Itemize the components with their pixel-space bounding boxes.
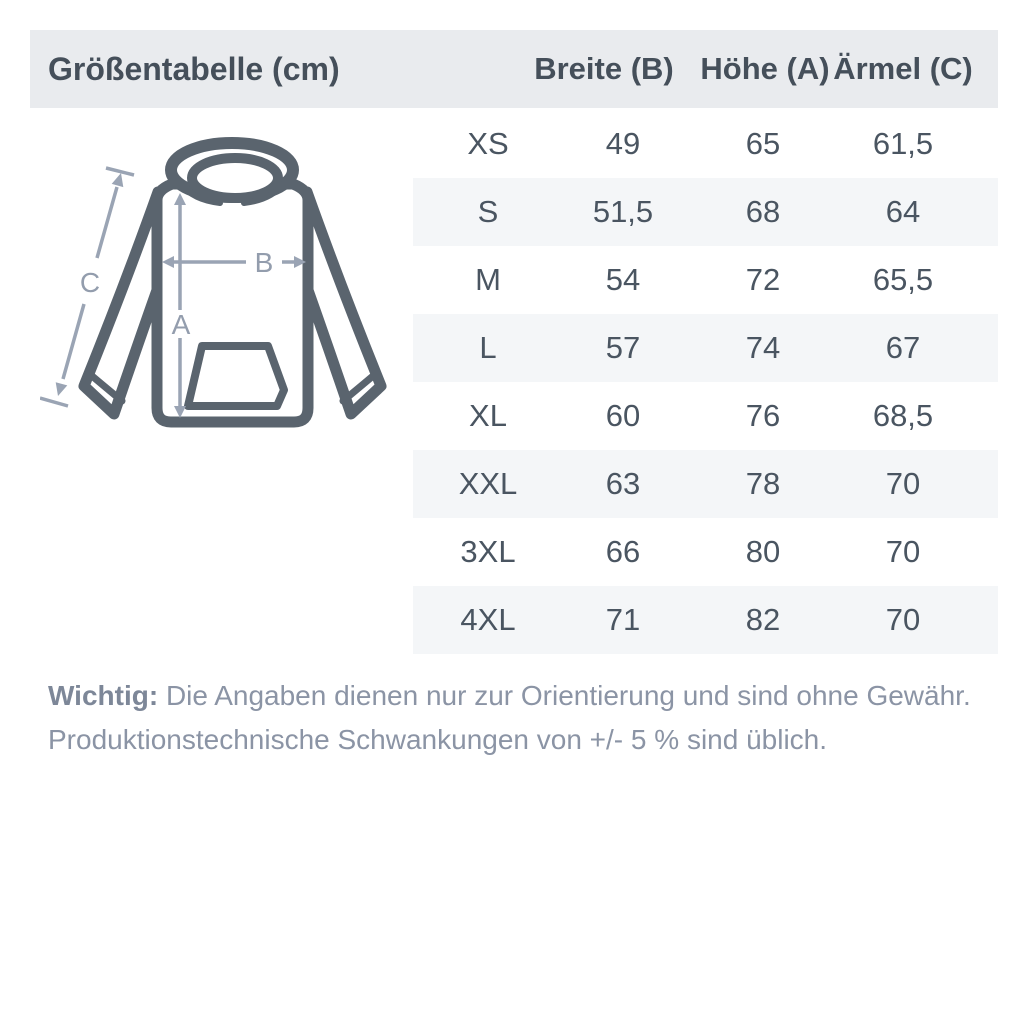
- table-header: [30, 30, 998, 108]
- table-row: [413, 246, 998, 314]
- breite-cell: 49: [605, 126, 641, 161]
- size-cell: 4XL: [460, 602, 516, 637]
- table-row: [413, 110, 998, 178]
- table-row: [413, 450, 998, 518]
- breite-cell: 54: [605, 262, 641, 297]
- column-header-hoehe: Höhe (A): [700, 51, 830, 86]
- aermel-cell: 65,5: [872, 262, 934, 297]
- table-row: [413, 586, 998, 654]
- hoehe-cell: 68: [745, 194, 781, 229]
- note-line1: Die Angaben dienen nur zur Orientierung und sind ohne Gewähr.: [165, 680, 971, 711]
- size-cell: 3XL: [460, 534, 516, 569]
- breite-cell: 51,5: [592, 194, 654, 229]
- note-line2: Produktionstechnische Schwankungen von +/- 5 % sind üblich.: [48, 724, 828, 755]
- hoehe-cell: 78: [745, 466, 781, 501]
- breite-cell: 60: [605, 398, 641, 433]
- hoehe-cell: 65: [745, 126, 781, 161]
- size-cell: M: [475, 262, 501, 297]
- size-cell: L: [479, 330, 497, 365]
- aermel-cell: 70: [885, 602, 921, 637]
- hoodie-measurement-diagram: [40, 130, 420, 475]
- aermel-cell: 70: [885, 534, 921, 569]
- column-header-aermel: Ärmel (C): [833, 51, 973, 86]
- aermel-cell: 70: [885, 466, 921, 501]
- aermel-cell: 67: [885, 330, 921, 365]
- hoehe-cell: 82: [745, 602, 781, 637]
- size-cell: XL: [469, 398, 507, 433]
- hoodie-icon: [84, 143, 381, 422]
- table-row: [413, 314, 998, 382]
- hoehe-cell: 72: [745, 262, 781, 297]
- hoehe-cell: 74: [745, 330, 781, 365]
- table-row: [413, 178, 998, 246]
- column-header-breite: Breite (B): [534, 51, 674, 86]
- hoehe-cell: 80: [745, 534, 781, 569]
- table-row: [413, 382, 998, 450]
- breite-cell: 57: [605, 330, 641, 365]
- breite-cell: 66: [605, 534, 641, 569]
- aermel-cell: 64: [885, 194, 921, 229]
- size-table-rows: [413, 110, 998, 654]
- footer-note: [48, 674, 988, 762]
- table-row: [413, 518, 998, 586]
- aermel-cell: 61,5: [872, 126, 934, 161]
- page-title: Größentabelle (cm): [48, 51, 340, 87]
- note-lead: Wichtig:: [48, 680, 159, 711]
- size-cell: XS: [467, 126, 509, 161]
- breite-cell: 63: [605, 466, 641, 501]
- breite-cell: 71: [605, 602, 641, 637]
- hoehe-cell: 76: [745, 398, 781, 433]
- aermel-cell: 68,5: [872, 398, 934, 433]
- size-cell: XXL: [458, 466, 518, 501]
- label-c: C: [79, 267, 101, 298]
- label-b: B: [254, 247, 274, 278]
- size-cell: S: [477, 194, 499, 229]
- label-a: A: [171, 309, 191, 340]
